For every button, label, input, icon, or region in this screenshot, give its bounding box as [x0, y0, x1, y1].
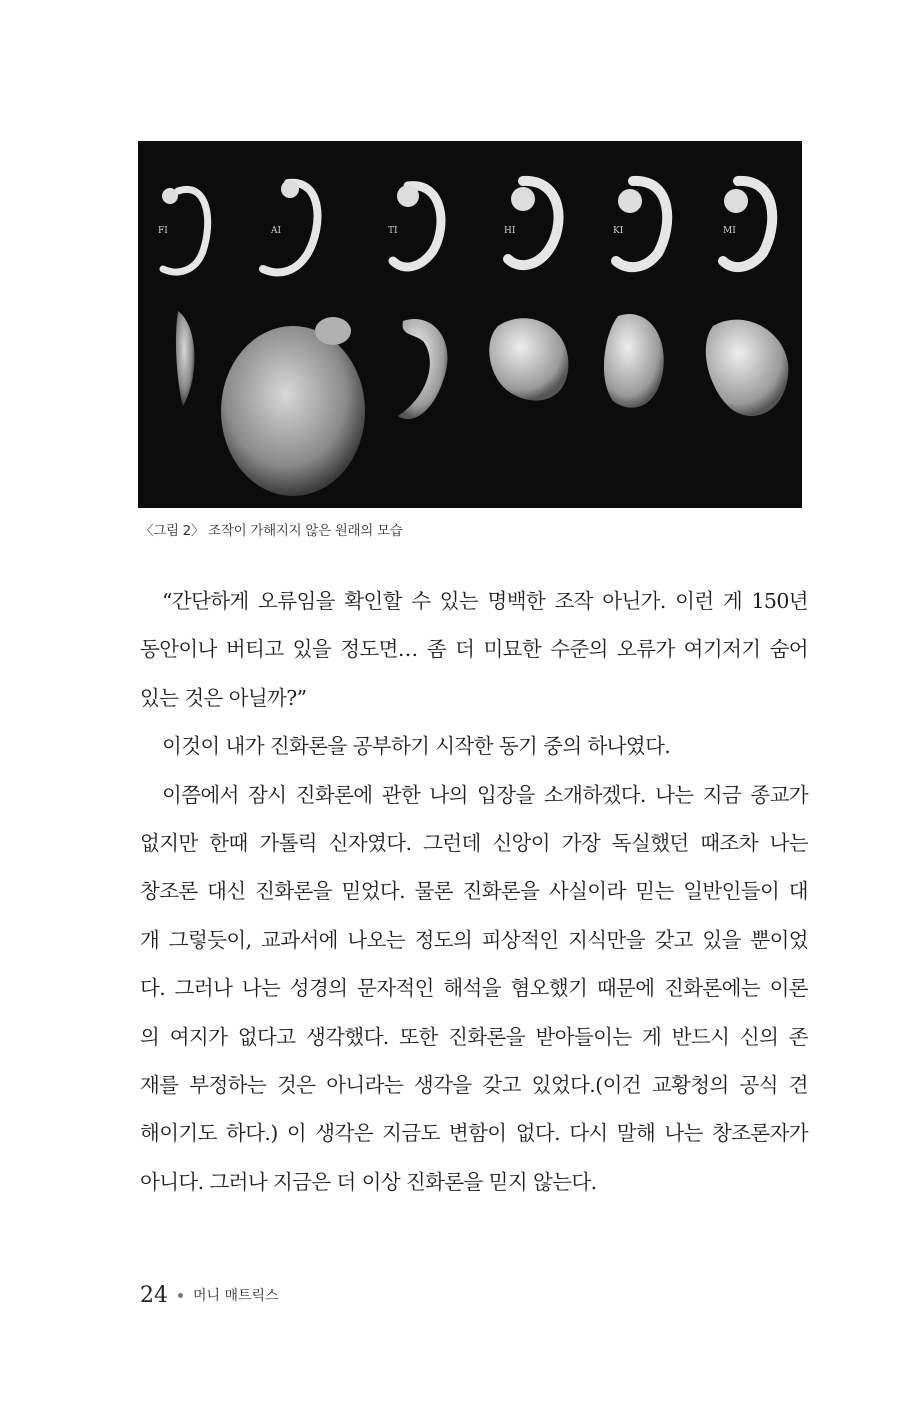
embryo-photo [138, 141, 802, 508]
embryo-label-2: AI [271, 226, 282, 236]
text-line: 재를 부정하는 것은 아니라는 생각을 갖고 있었다.(이건 교황청의 공식 견 [140, 1072, 808, 1097]
figure-caption: 〈그림 2〉 조작이 가해지지 않은 원래의 모습 [140, 523, 403, 539]
embryo-label-5: KI [613, 226, 624, 236]
embryo-label-6: MI [723, 226, 736, 236]
text-line: 아니다. 그러나 지금은 더 이상 진화론을 믿지 않는다. [140, 1169, 597, 1194]
text-line: 있는 것은 아닐까?” [140, 685, 307, 710]
page-footer [140, 1280, 279, 1310]
embryo-label-1: FI [158, 226, 168, 236]
embryo-label-3: TI [388, 226, 398, 236]
embryo-figure [138, 141, 802, 508]
text-line: 동안이나 버티고 있을 정도면… 좀 더 미묘한 수준의 오류가 여기저기 숨어 [140, 637, 808, 662]
text-line: 다. 그러나 나는 성경의 문자적인 해석을 혐오했기 때문에 진화론에는 이론 [140, 976, 808, 1001]
page-number: 24 [140, 1282, 168, 1308]
book-title: 머니 매트릭스 [193, 1288, 279, 1304]
text-line: 이쯤에서 잠시 진화론에 관한 나의 입장을 소개하겠다. 나는 지금 종교가 [162, 782, 808, 807]
embryo-label-4: HI [504, 226, 516, 236]
text-line: 해이기도 하다.) 이 생각은 지금도 변함이 없다. 다시 말해 나는 창조론자가 [140, 1121, 808, 1146]
text-line: 개 그렇듯이, 교과서에 나오는 정도의 피상적인 지식만을 갖고 있을 뿐이었 [140, 927, 808, 952]
text-line: 의 여지가 없다고 생각했다. 또한 진화론을 받아들이는 게 반드시 신의 존 [140, 1024, 808, 1049]
text-line: “간단하게 오류임을 확인할 수 있는 명백한 조작 아닌가. 이런 게 150년 [162, 589, 808, 613]
text-line: 없지만 한때 가톨릭 신자였다. 그런데 신앙이 가장 독실했던 때조차 나는 [140, 830, 808, 855]
text-line: 이것이 내가 진화론을 공부하기 시작한 동기 중의 하나였다. [162, 734, 671, 759]
body-text [140, 577, 808, 1206]
text-line: 창조론 대신 진화론을 믿었다. 물론 진화론을 사실이라 믿는 일반인들이 대 [140, 879, 808, 904]
bullet-separator [178, 1293, 183, 1298]
